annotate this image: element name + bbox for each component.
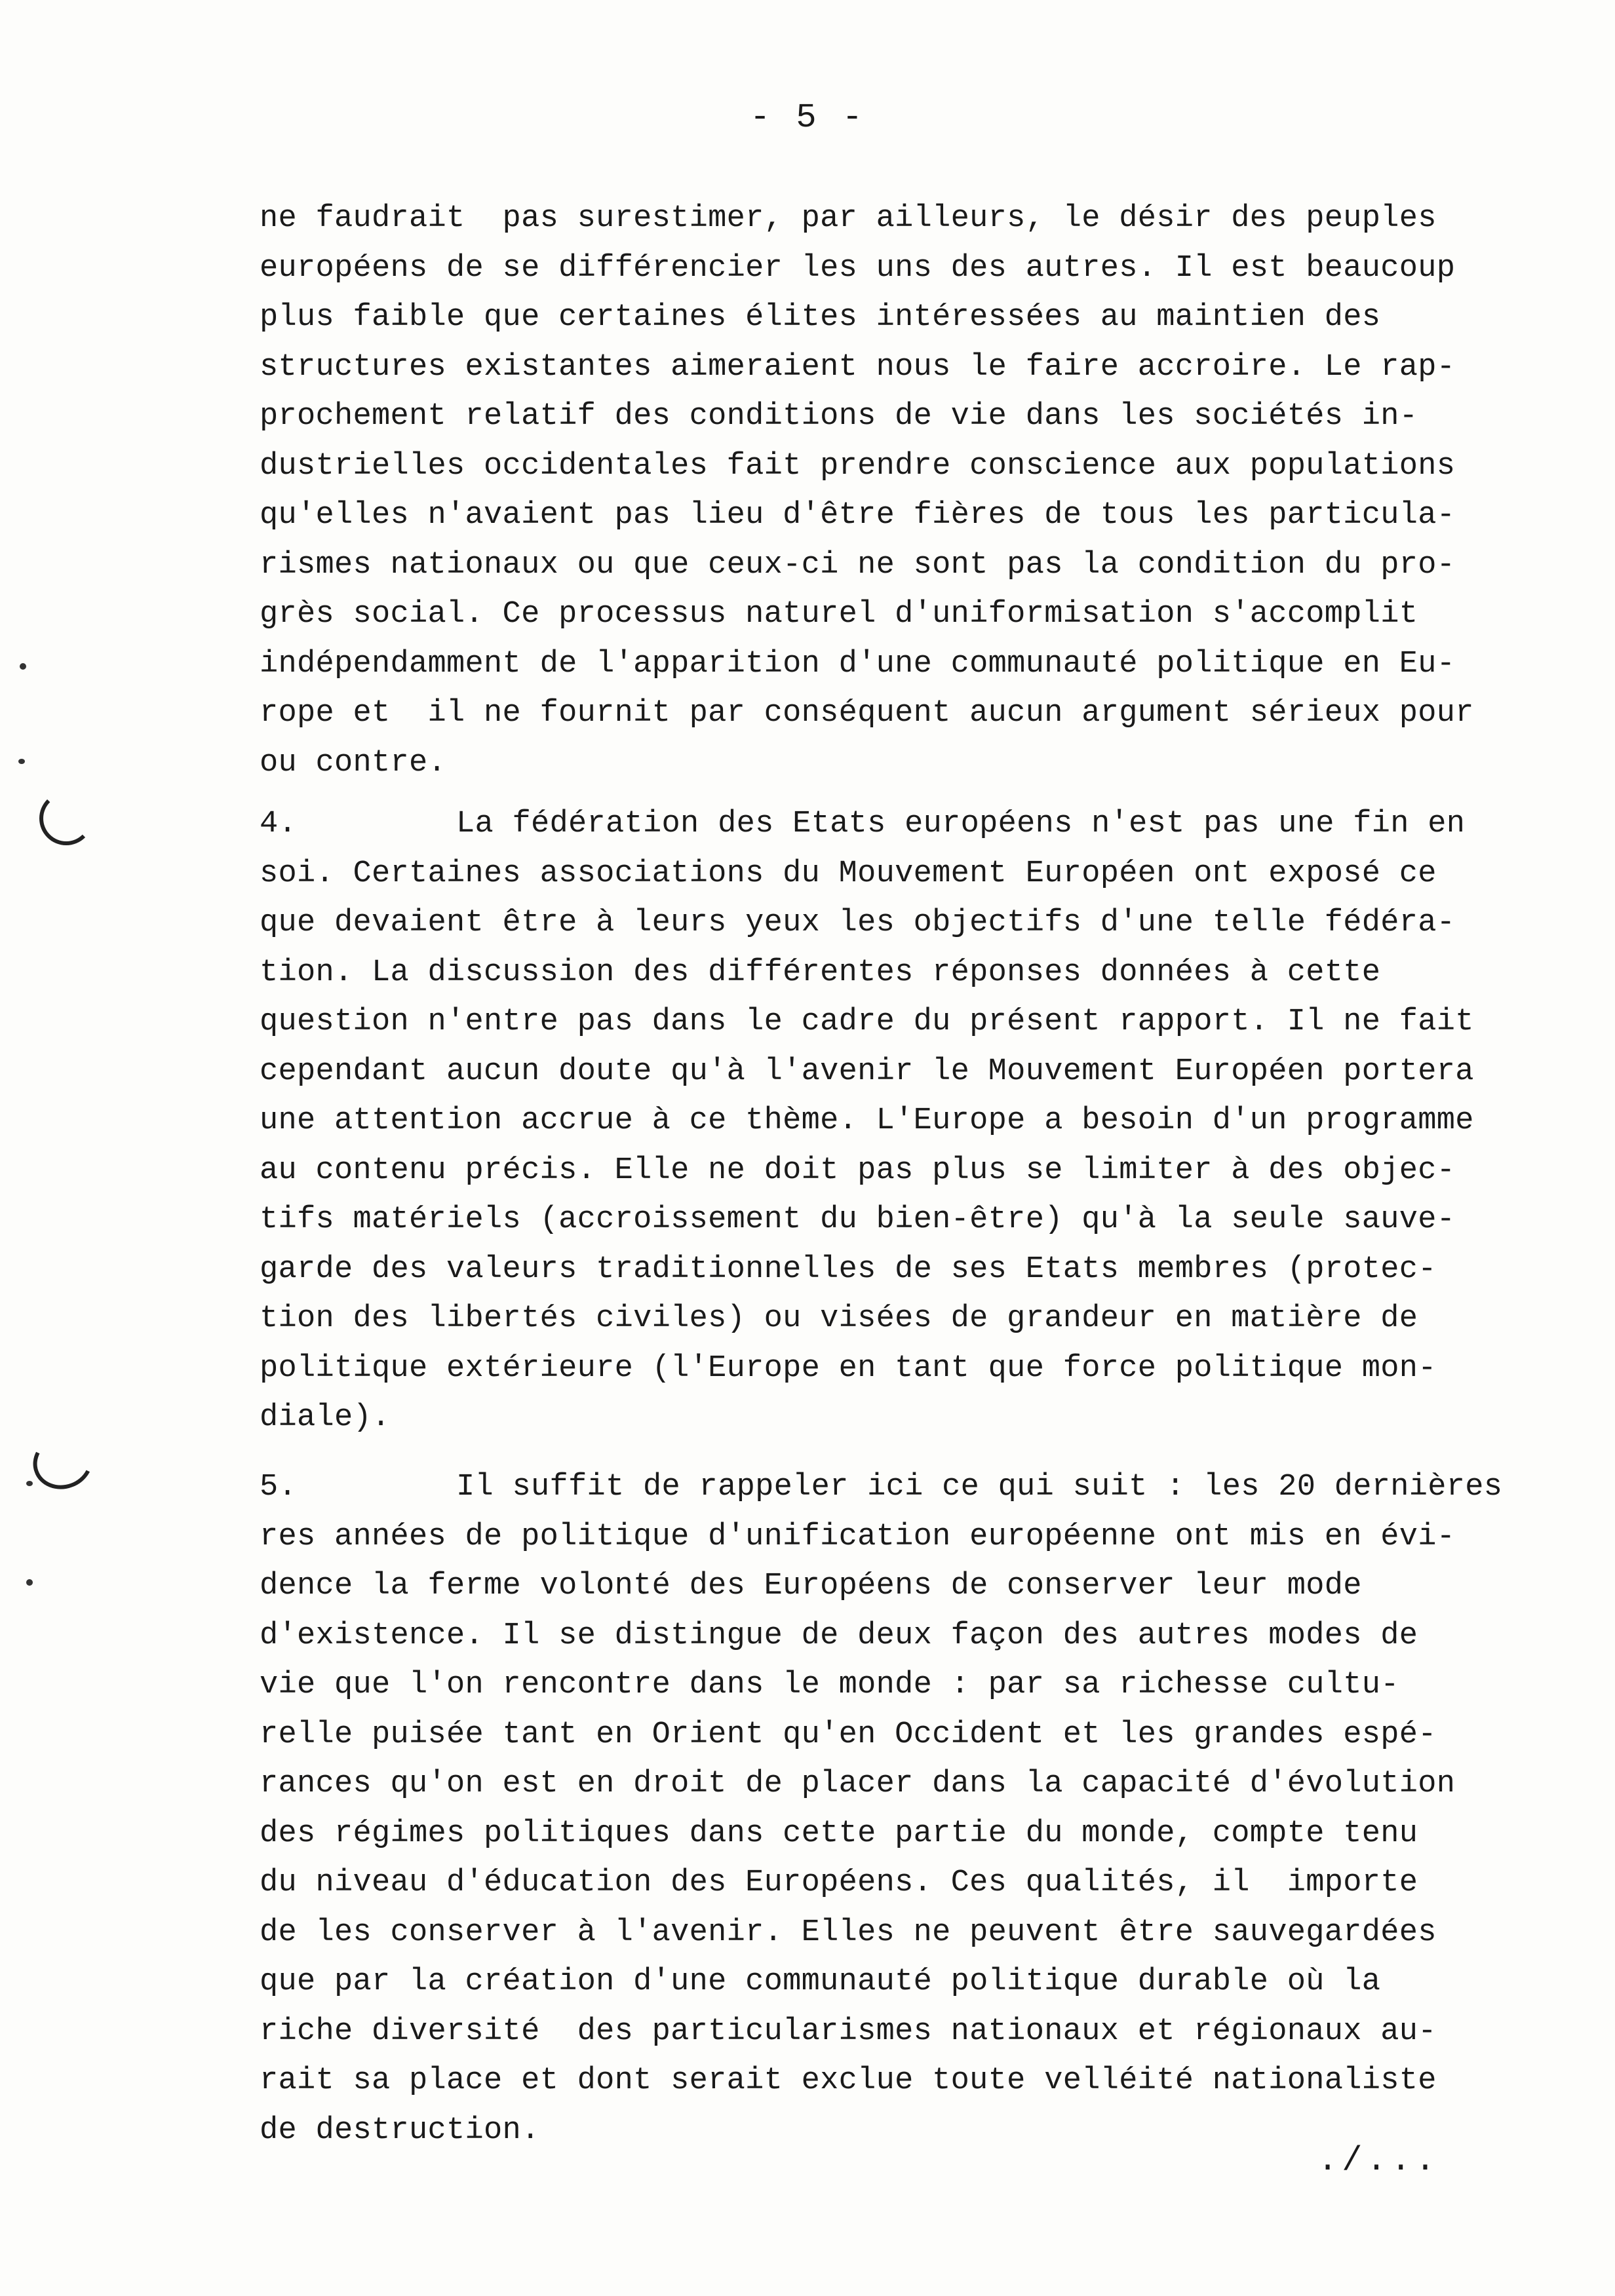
text-line: que par la création d'une communauté politique durable où la (260, 1964, 1381, 1999)
text-line: politique extérieure (l'Europe en tant que force politique mon- (260, 1350, 1437, 1386)
scan-dot (20, 663, 26, 670)
text-line: relle puisée tant en Orient qu'en Occident et les grandes espé- (260, 1717, 1437, 1752)
scan-dot (26, 1481, 33, 1486)
text-line: diale). (260, 1400, 391, 1435)
continuation-mark: ./... (1317, 2141, 1440, 2180)
text-line: de les conserver à l'avenir. Elles ne peuvent être sauvegardées (260, 1915, 1437, 1950)
text-line: dustrielles occidentales fait prendre conscience aux populations (260, 448, 1456, 484)
text-line: prochement relatif des conditions de vie dans les sociétés in- (260, 399, 1418, 434)
text-line: du niveau d'éducation des Européens. Ces qualités, il importe (260, 1866, 1418, 1900)
text-line: des régimes politiques dans cette partie du monde, compte tenu (260, 1816, 1418, 1851)
scan-dot (18, 759, 25, 764)
text-line: tion des libertés civiles) ou visées de grandeur en matière de (260, 1301, 1418, 1336)
text-line-content: La fédération des Etats européens n'est pas une fin en (456, 807, 1466, 841)
text-line (260, 1463, 1502, 1512)
text-line: rait sa place et dont serait exclue toute velléité nationaliste (260, 2063, 1437, 2098)
paragraph-number: 4. (260, 807, 298, 841)
text-line: structures existantes aimeraient nous le faire accroire. Le rap- (260, 349, 1456, 385)
paragraph-number: 5. (260, 1470, 298, 1504)
text-line: rismes nationaux ou que ceux-ci ne sont pas la condition du pro- (260, 547, 1456, 583)
text-line-content: Il suffit de rappeler ici ce qui suit : les 20 dernières (456, 1470, 1503, 1504)
text-line: tifs matériels (accroissement du bien-être) qu'à la seule sauve- (260, 1202, 1456, 1237)
text-line: riche diversité des particularismes nationaux et régionaux au- (260, 2014, 1437, 2049)
paragraph-continued (260, 194, 1474, 788)
text-line: garde des valeurs traditionnelles de ses Etats membres (protec- (260, 1252, 1437, 1287)
text-line: d'existence. Il se distingue de deux façon des autres modes de (260, 1618, 1418, 1653)
text-line: ne faudrait pas surestimer, par ailleurs, le désir des peuples (260, 201, 1437, 236)
text-line: tion. La discussion des différentes réponses données à cette (260, 955, 1381, 990)
text-line: de destruction. (260, 2113, 540, 2148)
text-line: plus faible que certaines élites intéressées au maintien des (260, 300, 1381, 335)
text-line: qu'elles n'avaient pas lieu d'être fières de tous les particula- (260, 498, 1456, 533)
text-line: dence la ferme volonté des Européens de conserver leur mode (260, 1569, 1362, 1603)
text-line (260, 799, 1474, 849)
text-line: européens de se différencier les uns des autres. Il est beaucoup (260, 250, 1456, 286)
text-line: question n'entre pas dans le cadre du présent rapport. Il ne fait (260, 1004, 1474, 1039)
text-line: une attention accrue à ce thème. L'Europe a besoin d'un programme (260, 1103, 1474, 1138)
text-line: vie que l'on rencontre dans le monde : par sa richesse cultu- (260, 1668, 1399, 1702)
text-line: que devaient être à leurs yeux les objectifs d'une telle fédéra- (260, 906, 1456, 940)
scan-dot (26, 1579, 33, 1586)
paragraph-4 (260, 799, 1474, 1443)
text-line: soi. Certaines associations du Mouvement Européen ont exposé ce (260, 856, 1437, 891)
text-line: cependant aucun doute qu'à l'avenir le Mouvement Européen portera (260, 1054, 1474, 1089)
text-line: grès social. Ce processus naturel d'uniformisation s'accomplit (260, 597, 1418, 632)
text-line: ou contre. (260, 745, 447, 780)
text-line: rope et il ne fournit par conséquent aucun argument sérieux pour (260, 696, 1474, 731)
text-line: rances qu'on est en droit de placer dans la capacité d'évolution (260, 1767, 1456, 1801)
text-line: indépendamment de l'apparition d'une communauté politique en Eu- (260, 646, 1456, 681)
text-line: res années de politique d'unification européenne ont mis en évi- (260, 1519, 1456, 1554)
paragraph-5 (260, 1463, 1502, 2155)
page-number: - 5 - (749, 98, 866, 137)
binder-hole-mark (26, 1426, 100, 1498)
binder-hole-mark (39, 792, 93, 845)
text-line: au contenu précis. Elle ne doit pas plus se limiter à des objec- (260, 1153, 1456, 1188)
